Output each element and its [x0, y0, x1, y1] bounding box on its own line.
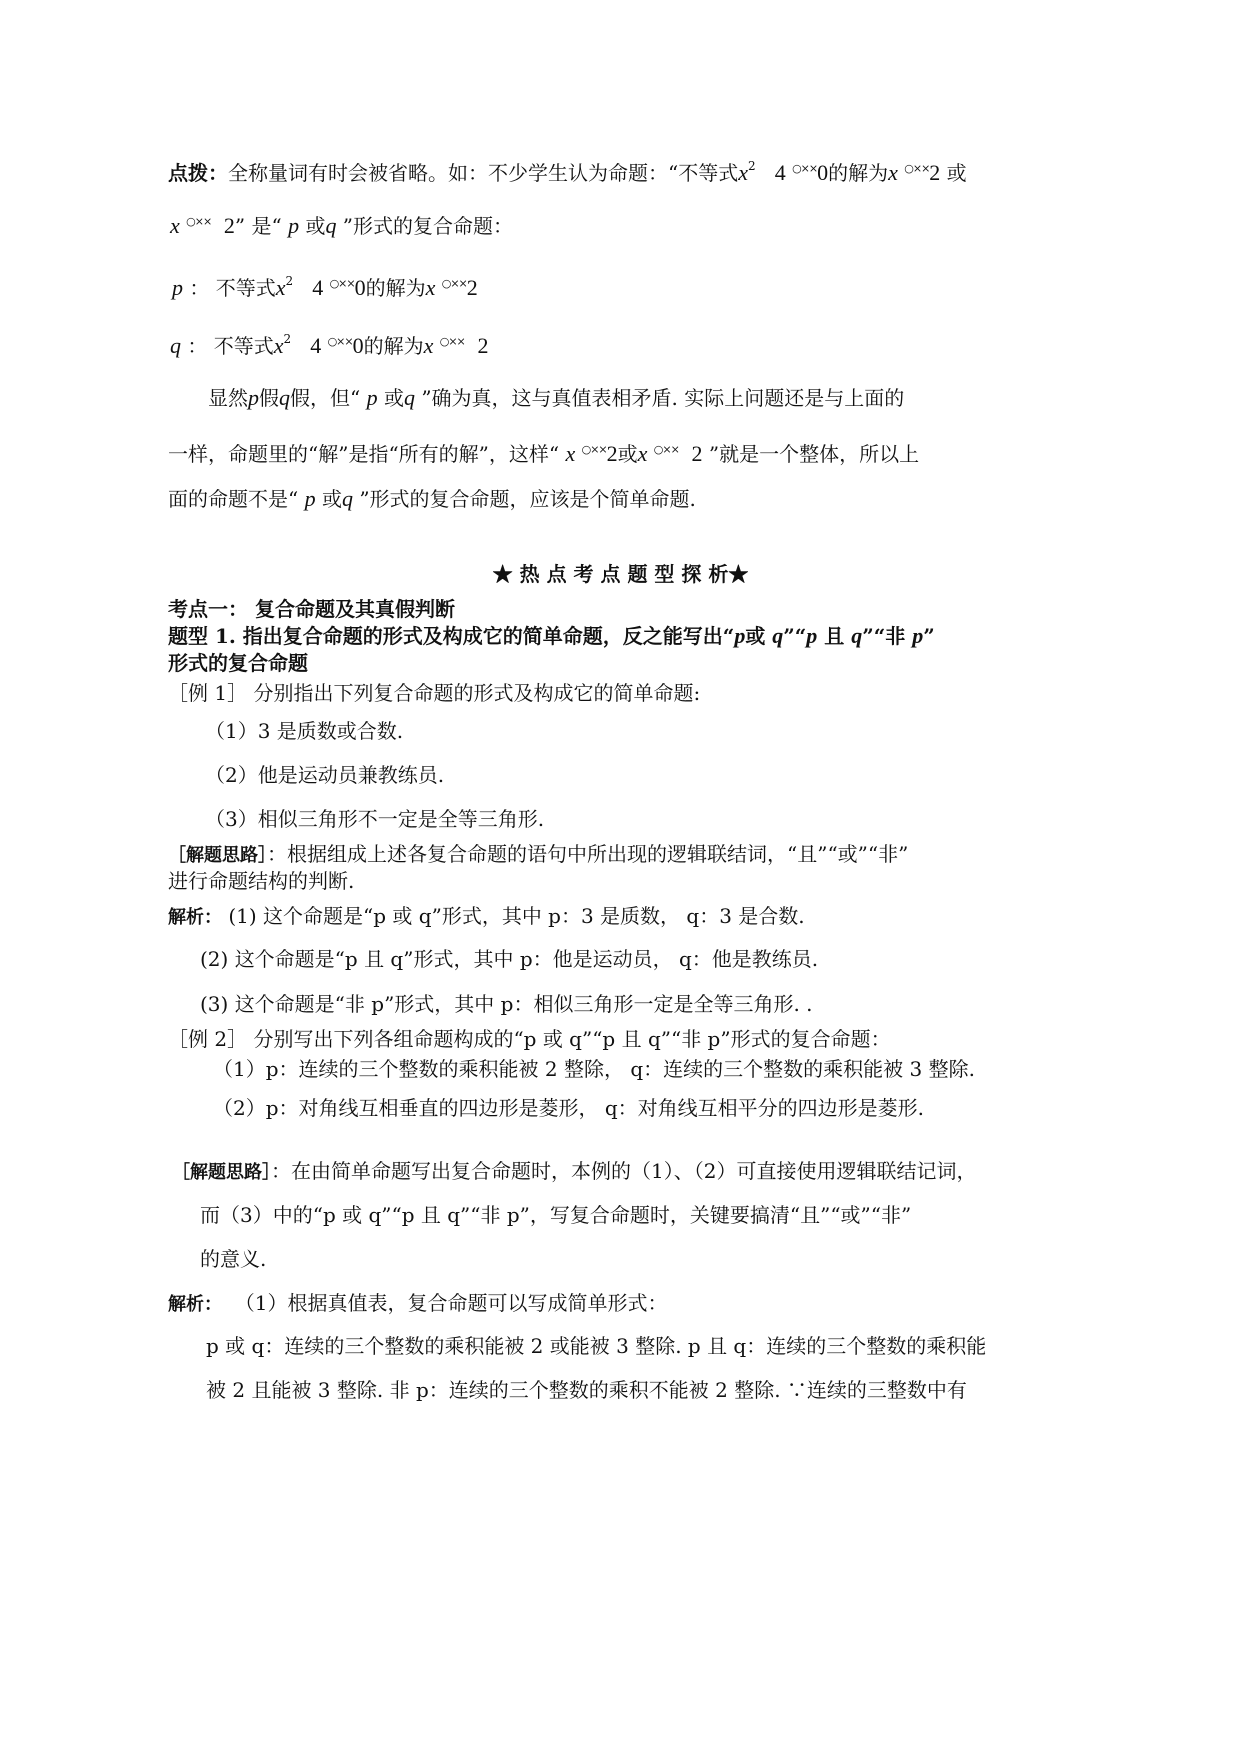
tixing-heading: 题型 1. 指出复合命题的形式及构成它的简单命题，反之能写出“p或 q”“p 且 q”“非 p” — [168, 623, 935, 648]
proposition-q: q ： 不等式$x^2$ 4 ○××0的解为x ○×× 2 — [170, 332, 489, 358]
garbled-symbol: ○×× — [792, 162, 818, 175]
analysis-1: 解析： (1) 这个命题是“p 或 q”形式，其中 p：3 是质数， q：3 是合数. — [168, 904, 805, 928]
solution-hint-1-line-2: 进行命题结构的判断. — [168, 869, 355, 893]
garbled-symbol: ○×× — [186, 215, 212, 228]
analysis-1-line: (2) 这个命题是“p 且 q”形式，其中 p：他是运动员， q：他是教练员. — [200, 947, 819, 971]
hint-label: 点拨： — [168, 161, 228, 185]
tixing-heading-line-2: 形式的复合命题 — [168, 651, 308, 675]
kaodian-heading: 考点一： 复合命题及其真假判断 — [168, 597, 455, 621]
intro-line-1: 点拨：全称量词有时会被省略。如：不少学生认为命题：“不等式$x^2$ 4 ○××0的解为x ○××2 或 — [168, 159, 967, 185]
solution-hint-2: ［解题思路］：在由简单命题写出复合命题时，本例的（1）、（2）可直接使用逻辑联结记词， — [172, 1159, 977, 1183]
para-line-3: 面的命题不是“ p 或q ”形式的复合命题，应该是个简单命题. — [168, 486, 696, 511]
para-line-2: 一样，命题里的“解”是指“所有的解”，这样“ x ○××2或x ○×× 2 ”就是一个整体，所以上 — [168, 441, 920, 466]
example-2-heading: ［例 2］ 分别写出下列各组命题构成的“p 或 q”“p 且 q”“非 p”形式的复合命题： — [168, 1027, 891, 1051]
solution-hint-1: ［解题思路］：根据组成上述各复合命题的语句中所出现的逻辑联结词，“且”“或”“非” — [168, 842, 909, 866]
garbled-symbol: ○×× — [904, 162, 930, 175]
example-1-item: （2）他是运动员兼教练员. — [205, 763, 445, 787]
hint-text: 全称量词有时会被省略。如：不少学生认为命题：“不等式 — [228, 161, 739, 185]
intro-line-2: x ○×× 2” 是“ p 或q ”形式的复合命题： — [170, 213, 514, 238]
proposition-p: p ： 不等式$x^2$ 4 ○××0的解为x ○××2 — [172, 274, 478, 300]
para-line-1: 显然p假q假，但“ p 或q ”确为真，这与真值表相矛盾. 实际上问题还是与上面的 — [208, 385, 905, 410]
solution-hint-2-line-3: 的意义. — [200, 1247, 267, 1271]
section-title: ★ 热 点 考 点 题 型 探 析★ — [492, 562, 749, 586]
solution-hint-2-line-2: 而（3）中的“p 或 q”“p 且 q”“非 p”，写复合命题时，关键要搞清“且”“或”“非” — [200, 1203, 912, 1227]
analysis-1-line: (3) 这个命题是“非 p”形式，其中 p：相似三角形一定是全等三角形. . — [200, 992, 813, 1016]
analysis-2: 解析： （1）根据真值表，复合命题可以写成简单形式： — [168, 1291, 668, 1315]
example-1-item: （3）相似三角形不一定是全等三角形. — [205, 807, 545, 831]
analysis-2-line: 被 2 且能被 3 整除. 非 p：连续的三个整数的乘积不能被 2 整除. ∵连续的三整数中有 — [206, 1378, 967, 1402]
example-1-item: （1）3 是质数或合数. — [205, 719, 404, 743]
example-2-item: （1）p：连续的三个整数的乘积能被 2 整除， q：连续的三个整数的乘积能被 3 整除. — [213, 1057, 975, 1081]
analysis-2-line: p 或 q：连续的三个整数的乘积能被 2 或能被 3 整除. p 且 q：连续的三个整数的乘积能 — [206, 1334, 987, 1358]
example-1-heading: ［例 1］ 分别指出下列复合命题的形式及构成它的简单命题: — [168, 681, 701, 705]
example-2-item: （2）p：对角线互相垂直的四边形是菱形， q：对角线互相平分的四边形是菱形. — [213, 1096, 925, 1120]
